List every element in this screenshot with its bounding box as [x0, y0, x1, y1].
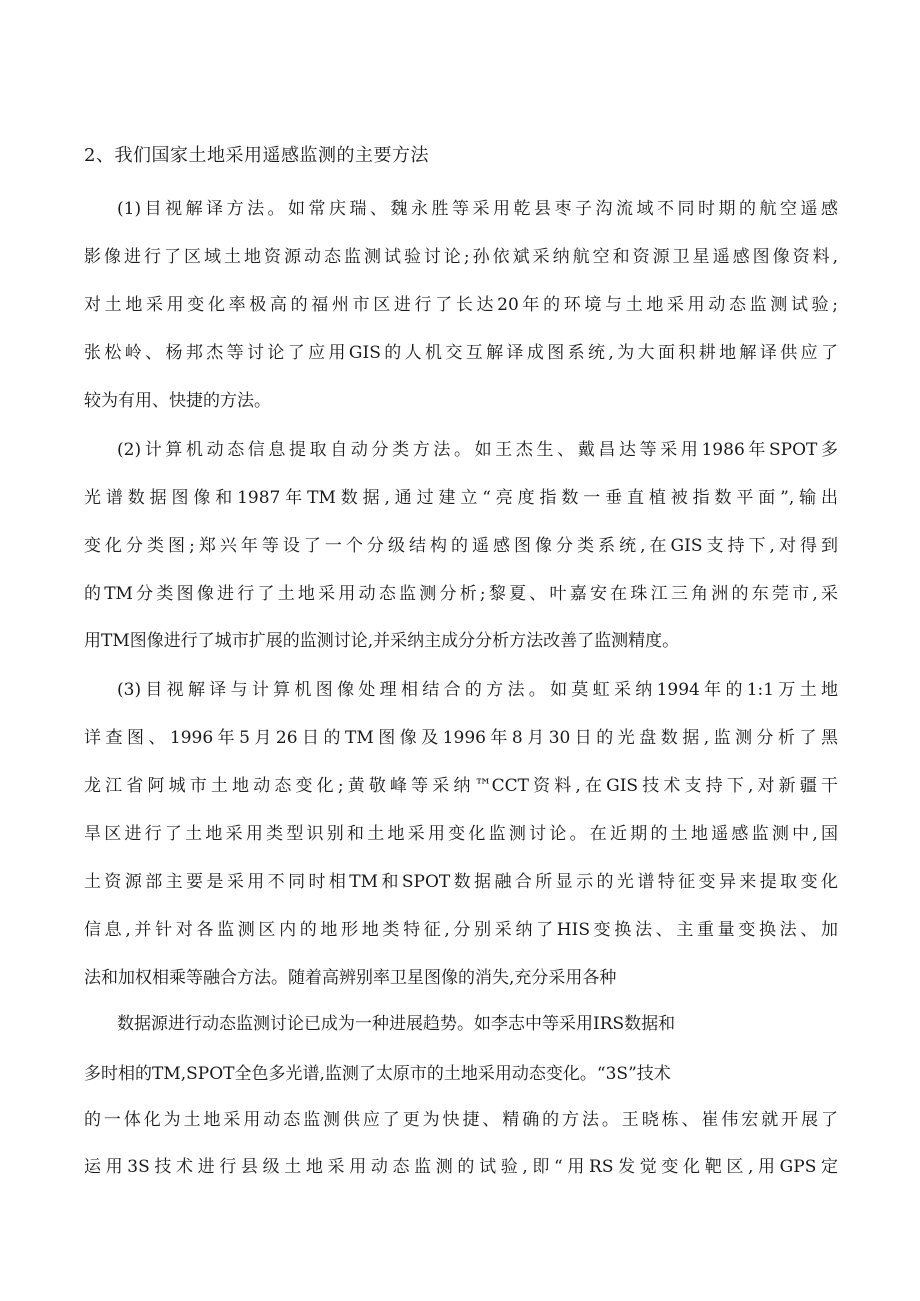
paragraph-1-line-1: (1)目视解译方法。如常庆瑞、魏永胜等采用乾县枣子沟流域不同时期的航空遥感 [117, 199, 838, 219]
paragraph-4-line-2: 多时相的TM,SPOT全色多光谱,监测了太原市的土地采用动态变化。“3S”技术 [84, 1064, 671, 1084]
paragraph-4-line-1: 数据源进行动态监测讨论已成为一种进展趋势。如李志中等采用IRS数据和 [117, 1014, 676, 1034]
paragraph-2-line-5: 用TM图像进行了城市扩展的监测讨论,并采纳主成分分析方法改善了监测精度。 [84, 631, 680, 651]
paragraph-4-line-4: 运用3S技术进行县级土地采用动态监测的试验,即“用RS发觉变化靶区,用GPS定 [84, 1157, 838, 1177]
paragraph-3-line-2: 详查图、1996年5月26日的TM图像及1996年8月30日的光盘数据,监测分析了黑 [84, 728, 838, 748]
paragraph-2-line-1: (2)计算机动态信息提取自动分类方法。如王杰生、戴昌达等采用1986年SPOT多 [117, 440, 838, 460]
section-heading: 2、我们国家土地采用遥感监测的主要方法 [84, 145, 429, 166]
paragraph-3-line-3: 龙江省阿城市土地动态变化;黄敬峰等采纳™CCT资料,在GIS技术支持下,对新疆干 [84, 776, 838, 796]
paragraph-4-line-3: 的一体化为土地采用动态监测供应了更为快捷、精确的方法。王晓栋、崔伟宏就开展了 [84, 1110, 838, 1130]
paragraph-3-line-4: 旱区进行了土地采用类型识别和土地采用变化监测讨论。在近期的土地遥感监测中,国 [84, 824, 838, 844]
paragraph-1-line-3: 对土地采用变化率极高的福州市区进行了长达20年的环境与土地采用动态监测试验; [84, 295, 838, 315]
paragraph-2-line-2: 光谱数据图像和1987年TM数据,通过建立“亮度指数一垂直植被指数平面”,输出 [84, 488, 838, 508]
paragraph-1-line-2: 影像进行了区域土地资源动态监测试验讨论;孙依斌采纳航空和资源卫星遥感图像资料, [84, 247, 838, 267]
paragraph-1-line-5: 较为有用、快捷的方法。 [84, 391, 271, 411]
paragraph-3-line-5: 土资源部主要是采用不同时相TM和SPOT数据融合所显示的光谱特征变异来提取变化 [84, 872, 838, 892]
paragraph-3-line-1: (3)目视解译与计算机图像处理相结合的方法。如莫虹采纳1994年的1:1万土地 [117, 680, 838, 700]
paragraph-3-line-6: 信息,并针对各监测区内的地形地类特征,分别采纳了HIS变换法、主重量变换法、加 [84, 920, 838, 940]
paragraph-3-line-7: 法和加权相乘等融合方法。随着高辨别率卫星图像的消失,充分采用各种 [84, 968, 617, 988]
paragraph-2-line-4: 的TM分类图像进行了土地采用动态监测分析;黎夏、叶嘉安在珠江三角洲的东莞市,采 [84, 584, 838, 604]
paragraph-2-line-3: 变化分类图;郑兴年等设了一个分级结构的遥感图像分类系统,在GIS支持下,对得到 [84, 536, 838, 556]
paragraph-1-line-4: 张松岭、杨邦杰等讨论了应用GIS的人机交互解译成图系统,为大面积耕地解译供应了 [84, 343, 838, 363]
